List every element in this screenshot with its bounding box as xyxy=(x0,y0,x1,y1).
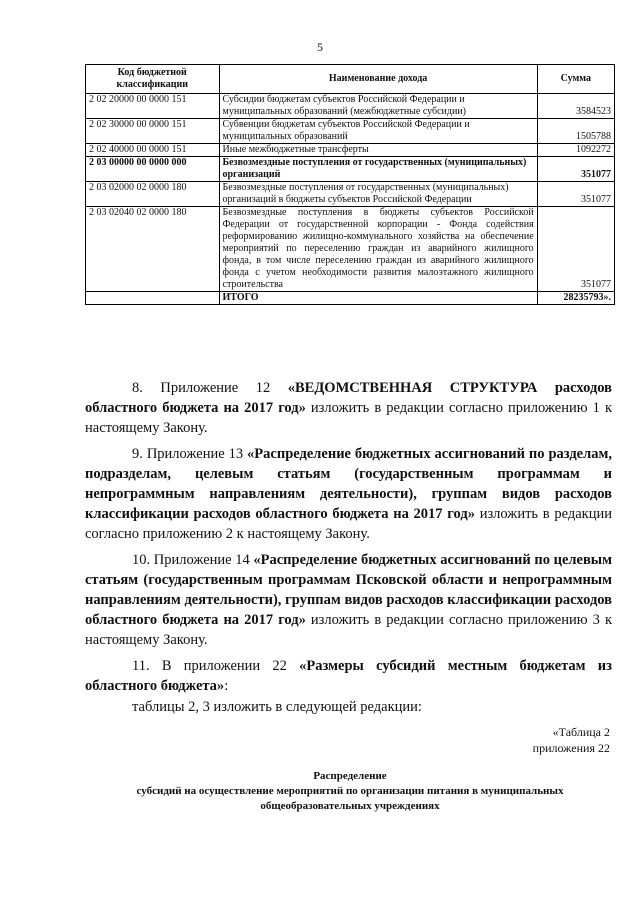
table-row xyxy=(86,119,615,144)
paragraph-9-tail: изложить в редакции согласно приложению 2 к настоящему Закону. xyxy=(85,506,612,542)
table-row xyxy=(86,207,615,292)
paragraph-8 xyxy=(85,378,612,438)
revenue-table xyxy=(85,64,615,305)
row-name: Безвозмездные поступления от государственных (муниципальных) организаций xyxy=(219,157,537,182)
row-name: Субвенции бюджетам субъектов Российской Федерации и муниципальных образований xyxy=(219,119,537,144)
paragraph-10 xyxy=(85,550,612,650)
row-code: 2 03 00000 00 0000 000 xyxy=(86,157,220,182)
header-code: Код бюджетной классификации xyxy=(86,65,220,94)
paragraph-11 xyxy=(85,656,612,696)
table-row xyxy=(86,182,615,207)
paragraph-10-title: «Распределение бюджетных ассигнований по целевым статьям (государственным программам Псковской области и непрограммным направлениям деятельности), группам видов расходов классификации расходов областного бюджета на 2017 год» xyxy=(85,552,612,628)
table-row xyxy=(86,94,615,119)
section-heading-line2: субсидий на осуществление мероприятий по организации питания в муниципальных xyxy=(136,785,564,797)
section-heading-line1: Распределение xyxy=(313,770,387,782)
table-header-row xyxy=(86,65,615,94)
total-label: ИТОГО xyxy=(219,292,537,305)
table-reference-line1: «Таблица 2 xyxy=(552,725,610,739)
paragraph-11-tail: : xyxy=(224,678,229,694)
header-sum: Сумма xyxy=(537,65,614,94)
row-name: Безвозмездные поступления в бюджеты субъектов Российской Федерации от государственной корпорации - Фонда содействия реформированию жилищно-коммунального хозяйства на обеспечение мероприятий по переселению граждан из аварийного жилищного фонда, в том числе переселению граждан из аварийного жилищного фонда с учетом необходимости развития малоэтажного жилищного строительства xyxy=(219,207,537,292)
paragraph-8-lead: 8. Приложение 12 xyxy=(132,380,288,396)
paragraph-10-lead: 10. Приложение 14 xyxy=(132,552,254,568)
row-code: 2 02 30000 00 0000 151 xyxy=(86,119,220,144)
header-name: Наименование дохода xyxy=(219,65,537,94)
row-code: 2 03 02040 02 0000 180 xyxy=(86,207,220,292)
row-name: Субсидии бюджетам субъектов Российской Федерации и муниципальных образований (межбюджетные субсидии) xyxy=(219,94,537,119)
row-sum: 1092272 xyxy=(537,144,614,157)
paragraph-11-title: «Размеры субсидий местным бюджетам из областного бюджета» xyxy=(85,658,612,694)
paragraph-9-lead: 9. Приложение 13 xyxy=(132,446,248,462)
paragraph-8-title: «ВЕДОМСТВЕННАЯ СТРУКТУРА расходов областного бюджета на 2017 год» xyxy=(85,380,612,416)
section-heading-line3: общеобразовательных учреждениях xyxy=(260,800,440,812)
row-code: 2 02 20000 00 0000 151 xyxy=(86,94,220,119)
paragraph-11-continuation: таблицы 2, 3 изложить в следующей редакции: xyxy=(132,699,422,715)
table-reference-line2: приложения 22 xyxy=(532,741,610,755)
table-total-row xyxy=(86,292,615,305)
page-number: 5 xyxy=(317,40,323,54)
paragraph-9-title: «Распределение бюджетных ассигнований по разделам, подразделам, целевым статьям (государственным программам и непрограммным направлениям деятельности), группам видов расходов классификации расходов областного бюджета на 2017 год» xyxy=(85,446,612,522)
paragraph-9 xyxy=(85,444,612,544)
row-code: 2 03 02000 02 0000 180 xyxy=(86,182,220,207)
table-row xyxy=(86,157,615,182)
total-sum: 28235793». xyxy=(537,292,614,305)
paragraph-8-tail: изложить в редакции согласно приложению 1 к настоящему Закону. xyxy=(85,400,612,436)
row-sum: 1505788 xyxy=(537,119,614,144)
row-sum: 351077 xyxy=(537,207,614,292)
row-sum: 351077 xyxy=(537,157,614,182)
row-sum: 3584523 xyxy=(537,94,614,119)
row-code: 2 02 40000 00 0000 151 xyxy=(86,144,220,157)
paragraph-10-tail: изложить в редакции согласно приложению 3 к настоящему Закону. xyxy=(85,612,612,648)
total-code xyxy=(86,292,220,305)
table-row xyxy=(86,144,615,157)
row-sum: 351077 xyxy=(537,182,614,207)
row-name: Безвозмездные поступления от государственных (муниципальных) организаций в бюджеты субъектов Российской Федерации xyxy=(219,182,537,207)
row-name: Иные межбюджетные трансферты xyxy=(219,144,537,157)
paragraph-11-lead: 11. В приложении 22 xyxy=(132,658,300,674)
